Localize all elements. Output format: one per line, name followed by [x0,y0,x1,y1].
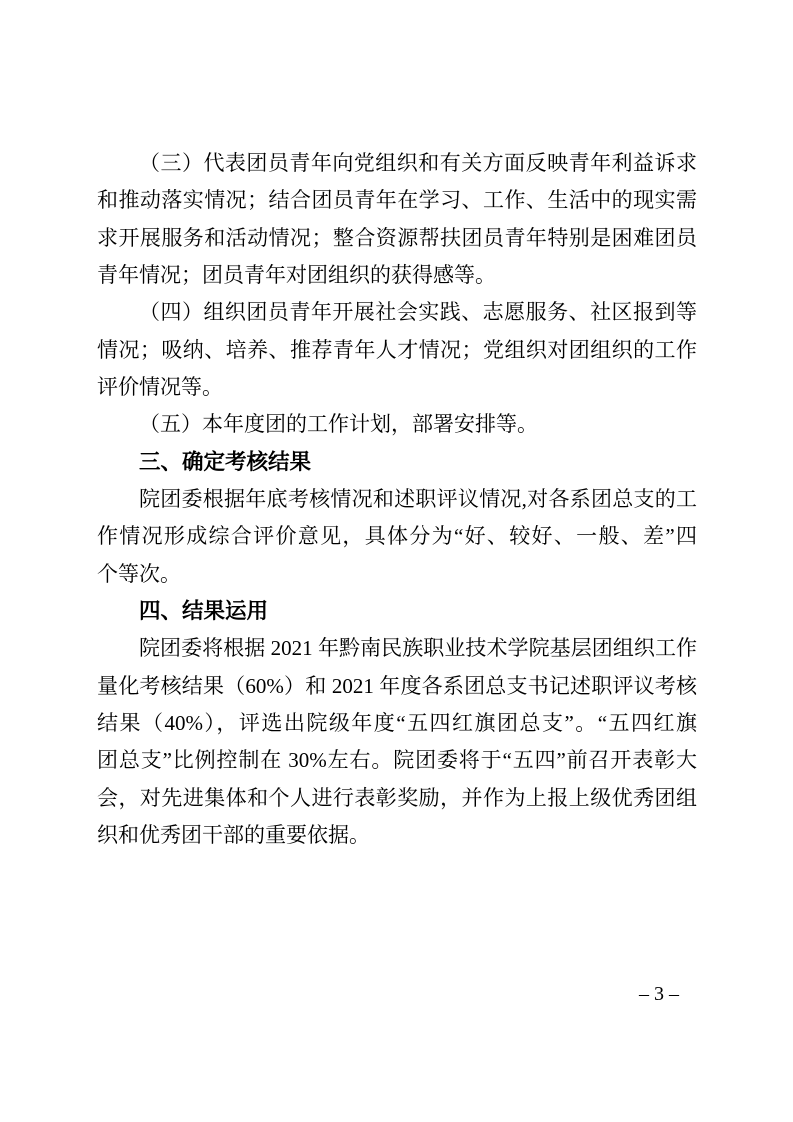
usage-paragraph-line-2: 量化考核结果（60%）和 2021 年度各系团总支书记述职评议考核 [97,673,697,698]
document-body [97,145,697,854]
usage-paragraph-line-6: 织和优秀团干部的重要依据。 [97,822,370,847]
assessment-paragraph-line-2: 作情况形成综合评价意见，具体分为“好、较好、一般、差”四 [97,524,697,549]
paragraph-wu-line-1: （五）本年度团的工作计划，部署安排等。 [139,412,538,437]
usage-paragraph-line-1: 院团委将根据 2021 年黔南民族职业技术学院基层团组织工作 [139,636,697,661]
section-heading-result-usage: 四、结果运用 [139,598,269,623]
section-heading-assessment-results: 三、确定考核结果 [139,449,312,474]
page-number: – 3 – [639,983,679,1005]
paragraph-si-line-3: 评价情况等。 [97,374,223,399]
usage-paragraph-line-5: 会，对先进集体和个人进行表彰奖励，并作为上报上级优秀团组 [97,785,697,810]
paragraph-si-line-1: （四）组织团员青年开展社会实践、志愿服务、社区报到等 [139,300,697,325]
assessment-paragraph-line-3: 个等次。 [97,561,181,586]
paragraph-san-line-4: 青年情况；团员青年对团组织的获得感等。 [97,262,496,287]
usage-paragraph-line-4: 团总支”比例控制在 30%左右。院团委将于“五四”前召开表彰大 [97,748,697,773]
paragraph-si-line-2: 情况；吸纳、培养、推荐青年人才情况；党组织对团组织的工作 [97,337,697,362]
paragraph-san-line-2: 和推动落实情况；结合团员青年在学习、工作、生活中的现实需 [97,188,697,213]
paragraph-san-line-3: 求开展服务和活动情况；整合资源帮扶团员青年特别是困难团员 [97,225,697,250]
assessment-paragraph-line-1: 院团委根据年底考核情况和述职评议情况,对各系团总支的工 [139,486,697,511]
usage-paragraph-line-3: 结果（40%），评选出院级年度“五四红旗团总支”。“五四红旗 [97,710,697,735]
paragraph-san-line-1: （三）代表团员青年向党组织和有关方面反映青年利益诉求 [139,151,697,175]
